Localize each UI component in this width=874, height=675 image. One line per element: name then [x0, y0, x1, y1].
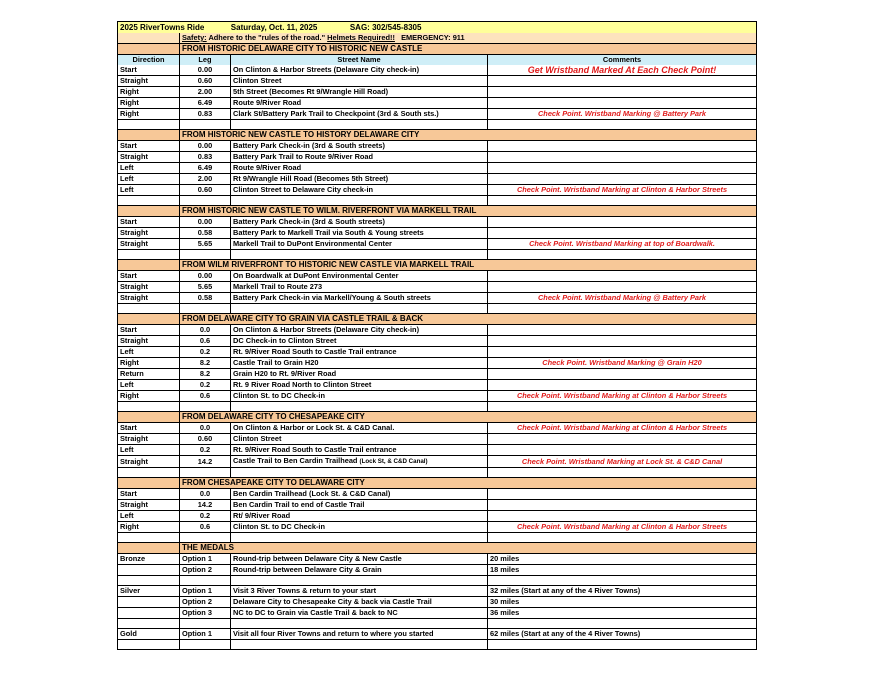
- cue-row: [118, 98, 757, 109]
- cue-street-text: Clinton St. to DC Check-in: [233, 391, 325, 400]
- cue-row: [118, 76, 757, 87]
- cue-leg: 0.0: [180, 423, 231, 434]
- cue-row: [118, 369, 757, 380]
- cue-street-text: Rt. 9 River Road North to Clinton Street: [233, 380, 372, 389]
- cue-row: [118, 217, 757, 228]
- cue-leg: 0.83: [180, 152, 231, 163]
- cue-direction: Start: [118, 325, 180, 336]
- cue-row: [118, 141, 757, 152]
- cue-street: [231, 282, 488, 293]
- cue-direction: Start: [118, 141, 180, 152]
- cue-row: [118, 109, 757, 120]
- cue-street: [231, 489, 488, 500]
- cue-street-text: Castle Trail to Ben Cardin Trailhead: [233, 456, 358, 465]
- cue-street-text: Markell Trail to DuPont Environmental Center: [233, 239, 392, 248]
- section-header: [118, 130, 757, 141]
- medal-row: [118, 565, 757, 576]
- cue-comment: [488, 347, 757, 358]
- cue-leg: 0.60: [180, 76, 231, 87]
- cue-street: [231, 423, 488, 434]
- cue-street: [231, 358, 488, 369]
- cue-street: [231, 293, 488, 304]
- cue-comment: [488, 511, 757, 522]
- medal-level: Bronze: [118, 554, 180, 565]
- medal-description: Round-trip between Delaware City & Grain: [231, 565, 488, 576]
- column-leg: Leg: [180, 55, 231, 66]
- medal-level: [118, 565, 180, 576]
- cue-street-note: (Lock St, & C&D Canal): [359, 458, 428, 465]
- cue-comment: [488, 174, 757, 185]
- cue-comment: [488, 228, 757, 239]
- cue-leg: 0.2: [180, 347, 231, 358]
- sag-phone: SAG: 302/545-8305: [349, 23, 422, 32]
- medal-miles: 36 miles: [488, 608, 757, 619]
- cue-comment: [488, 500, 757, 511]
- column-street: Street Name: [231, 55, 488, 66]
- cue-comment: [488, 380, 757, 391]
- medal-miles: 30 miles: [488, 597, 757, 608]
- cue-leg: 2.00: [180, 174, 231, 185]
- cue-row: [118, 325, 757, 336]
- cue-comment: Check Point. Wristband Marking @ Battery Park: [488, 109, 757, 120]
- medal-miles: 32 miles (Start at any of the 4 River Towns): [488, 586, 757, 597]
- spacer-row: [118, 576, 757, 586]
- medal-description: Delaware City to Chesapeake City & back via Castle Trail: [231, 597, 488, 608]
- cue-street-text: Clinton Street: [233, 76, 282, 85]
- section-title: FROM HISTORIC NEW CASTLE TO WILM. RIVERFRONT VIA MARKELL TRAIL: [180, 206, 757, 217]
- cue-leg: 0.00: [180, 271, 231, 282]
- cue-direction: Start: [118, 489, 180, 500]
- cue-street: [231, 174, 488, 185]
- cue-direction: Right: [118, 522, 180, 533]
- cue-street-text: Battery Park Check-in via Markell/Young & South streets: [233, 293, 431, 302]
- medal-row: [118, 554, 757, 565]
- safety-label: Safety:: [182, 33, 207, 42]
- medal-level: [118, 608, 180, 619]
- cue-direction: Straight: [118, 336, 180, 347]
- cue-street-text: On Clinton & Harbor Streets (Delaware City check-in): [233, 65, 420, 74]
- cue-direction: Straight: [118, 239, 180, 250]
- cue-direction: Left: [118, 163, 180, 174]
- cue-leg: 0.00: [180, 217, 231, 228]
- cue-street-text: Route 9/River Road: [233, 98, 302, 107]
- cue-leg: 0.60: [180, 185, 231, 196]
- cue-street-text: Clinton Street to Delaware City check-in: [233, 185, 374, 194]
- medal-level: Silver: [118, 586, 180, 597]
- cue-comment: [488, 325, 757, 336]
- section-title: FROM DELAWARE CITY TO GRAIN VIA CASTLE TRAIL & BACK: [180, 314, 757, 325]
- cue-street-text: Battery Park Check-in (3rd & South streets): [233, 141, 385, 150]
- cue-direction: Left: [118, 185, 180, 196]
- medal-row: [118, 586, 757, 597]
- cue-street: [231, 434, 488, 445]
- cue-comment: [488, 152, 757, 163]
- medals-title: THE MEDALS: [180, 543, 757, 554]
- section-title: FROM WILM RIVERFRONT TO HISTORIC NEW CASTLE VIA MARKELL TRAIL: [180, 260, 757, 271]
- cue-street-text: Battery Park Trail to Route 9/River Road: [233, 152, 374, 161]
- cue-row: [118, 423, 757, 434]
- cue-street: [231, 271, 488, 282]
- cue-street: [231, 228, 488, 239]
- cue-street: [231, 522, 488, 533]
- cue-leg: 0.60: [180, 434, 231, 445]
- cue-comment: Check Point. Wristband Marking @ Grain H20: [488, 358, 757, 369]
- medal-option: Option 1: [180, 586, 231, 597]
- cue-street-text: Rt/ 9/River Road: [233, 511, 291, 520]
- cue-table: [117, 21, 757, 650]
- cue-leg: 0.58: [180, 228, 231, 239]
- medal-description: Visit 3 River Towns & return to your start: [231, 586, 488, 597]
- cue-street: [231, 141, 488, 152]
- cue-comment: [488, 445, 757, 456]
- cue-leg: 0.0: [180, 325, 231, 336]
- ride-name: 2025 RiverTowns Ride: [120, 23, 205, 32]
- medal-option: Option 2: [180, 597, 231, 608]
- helmets-note: Helmets Required!!: [327, 33, 395, 42]
- cue-row: [118, 228, 757, 239]
- section-header: [118, 44, 757, 55]
- column-header-row: [118, 55, 757, 66]
- cue-direction: Start: [118, 271, 180, 282]
- cue-direction: Straight: [118, 282, 180, 293]
- cue-row: [118, 163, 757, 174]
- cue-direction: Right: [118, 358, 180, 369]
- cue-comment: [488, 282, 757, 293]
- cue-leg: 5.65: [180, 239, 231, 250]
- cue-street: [231, 65, 488, 76]
- cue-street: [231, 185, 488, 196]
- spacer-row: [118, 533, 757, 543]
- cue-row: [118, 511, 757, 522]
- cue-street-text: Battery Park to Markell Trail via South & Young streets: [233, 228, 424, 237]
- title-row: [118, 22, 757, 34]
- column-comments: Comments: [488, 55, 757, 66]
- medal-option: Option 1: [180, 554, 231, 565]
- cue-street: [231, 336, 488, 347]
- medal-miles: 62 miles (Start at any of the 4 River Towns): [488, 629, 757, 640]
- cue-leg: 0.6: [180, 336, 231, 347]
- medal-miles: 18 miles: [488, 565, 757, 576]
- cue-street: [231, 347, 488, 358]
- cue-comment: [488, 163, 757, 174]
- cue-direction: Right: [118, 87, 180, 98]
- safety-row: [118, 33, 757, 44]
- cue-street-text: Clark St/Battery Park Trail to Checkpoint (3rd & South sts.): [233, 109, 439, 118]
- section-header: [118, 260, 757, 271]
- cue-row: [118, 174, 757, 185]
- medal-row: [118, 629, 757, 640]
- cue-comment: [488, 98, 757, 109]
- cue-street-text: Ben Cardin Trail to end of Castle Trail: [233, 500, 365, 509]
- cue-leg: 14.2: [180, 456, 231, 468]
- cue-direction: Straight: [118, 434, 180, 445]
- cue-street-text: Clinton Street: [233, 434, 282, 443]
- cue-street-text: Ben Cardin Trailhead (Lock St. & C&D Canal): [233, 489, 391, 498]
- cue-direction: Left: [118, 445, 180, 456]
- cue-comment: Check Point. Wristband Marking at Clinton & Harbor Streets: [488, 391, 757, 402]
- cue-street: [231, 239, 488, 250]
- cue-direction: Start: [118, 65, 180, 76]
- cue-leg: 0.6: [180, 522, 231, 533]
- cue-row: [118, 282, 757, 293]
- medal-row: [118, 597, 757, 608]
- cue-street: [231, 369, 488, 380]
- cue-row: [118, 445, 757, 456]
- cue-direction: Left: [118, 511, 180, 522]
- medal-option: Option 1: [180, 629, 231, 640]
- column-direction: Direction: [118, 55, 180, 66]
- cue-street-text: Castle Trail to Grain H20: [233, 358, 319, 367]
- cue-street-text: Rt. 9/River Road South to Castle Trail entrance: [233, 347, 397, 356]
- safety-text: Adhere to the "rules of the road.": [208, 33, 326, 42]
- cue-street-text: Markell Trail to Route 273: [233, 282, 323, 291]
- cue-street-text: DC Check-in to Clinton Street: [233, 336, 337, 345]
- cue-row: [118, 271, 757, 282]
- cue-street-text: On Boardwalk at DuPont Environmental Center: [233, 271, 399, 280]
- cue-direction: Straight: [118, 228, 180, 239]
- cue-street: [231, 456, 488, 468]
- cue-direction: Straight: [118, 152, 180, 163]
- cue-direction: Start: [118, 423, 180, 434]
- cue-sheet: [117, 21, 756, 650]
- section-title: FROM HISTORIC DELAWARE CITY TO HISTORIC NEW CASTLE: [180, 44, 757, 55]
- section-title: FROM CHESAPEAKE CITY TO DELAWARE CITY: [180, 478, 757, 489]
- medal-description: NC to DC to Grain via Castle Trail & back to NC: [231, 608, 488, 619]
- cue-direction: Straight: [118, 500, 180, 511]
- cue-leg: 0.58: [180, 293, 231, 304]
- cue-street: [231, 152, 488, 163]
- cue-comment: [488, 87, 757, 98]
- medal-level: [118, 597, 180, 608]
- spacer-row: [118, 250, 757, 260]
- section-header: [118, 412, 757, 423]
- cue-comment: [488, 271, 757, 282]
- cue-comment: [488, 217, 757, 228]
- cue-row: [118, 391, 757, 402]
- cue-leg: 0.2: [180, 511, 231, 522]
- cue-comment: Get Wristband Marked At Each Check Point!: [488, 65, 757, 76]
- cue-leg: 0.83: [180, 109, 231, 120]
- cue-direction: Straight: [118, 456, 180, 468]
- cue-street-text: Route 9/River Road: [233, 163, 302, 172]
- cue-leg: 6.49: [180, 163, 231, 174]
- cue-comment: Check Point. Wristband Marking at Lock St. & C&D Canal: [488, 456, 757, 468]
- medals-header: [118, 543, 757, 554]
- cue-leg: 0.6: [180, 391, 231, 402]
- cue-street-text: Rt. 9/River Road South to Castle Trail entrance: [233, 445, 397, 454]
- cue-direction: Right: [118, 109, 180, 120]
- cue-row: [118, 456, 757, 468]
- cue-street-text: Clinton St. to DC Check-in: [233, 522, 325, 531]
- cue-comment: Check Point. Wristband Marking @ Battery Park: [488, 293, 757, 304]
- cue-comment: Check Point. Wristband Marking at top of Boardwalk.: [488, 239, 757, 250]
- section-header: [118, 478, 757, 489]
- section-header: [118, 314, 757, 325]
- cue-comment: [488, 489, 757, 500]
- cue-street-text: Grain H20 to Rt. 9/River Road: [233, 369, 337, 378]
- cue-row: [118, 239, 757, 250]
- cue-row: [118, 500, 757, 511]
- cue-street: [231, 391, 488, 402]
- cue-row: [118, 434, 757, 445]
- cue-street: [231, 325, 488, 336]
- cue-comment: [488, 336, 757, 347]
- cue-street: [231, 163, 488, 174]
- cue-leg: 0.2: [180, 380, 231, 391]
- section-header: [118, 206, 757, 217]
- cue-comment: [488, 369, 757, 380]
- cue-street: [231, 217, 488, 228]
- medal-miles: 20 miles: [488, 554, 757, 565]
- cue-street: [231, 109, 488, 120]
- medal-description: Visit all four River Towns and return to where you started: [231, 629, 488, 640]
- cue-leg: 0.2: [180, 445, 231, 456]
- spacer-row: [118, 304, 757, 314]
- cue-comment: [488, 434, 757, 445]
- cue-leg: 14.2: [180, 500, 231, 511]
- medal-option: Option 3: [180, 608, 231, 619]
- ride-date: Saturday, Oct. 11, 2025: [230, 23, 318, 32]
- cue-street: [231, 380, 488, 391]
- cue-row: [118, 489, 757, 500]
- cue-leg: 6.49: [180, 98, 231, 109]
- cue-comment: [488, 141, 757, 152]
- cue-street-text: Rt 9/Wrangle Hill Road (Becomes 5th Street): [233, 174, 389, 183]
- spacer-row: [118, 640, 757, 650]
- cue-row: [118, 152, 757, 163]
- spacer-row: [118, 120, 757, 130]
- medal-description: Round-trip between Delaware City & New Castle: [231, 554, 488, 565]
- cue-direction: Left: [118, 380, 180, 391]
- emergency-note: EMERGENCY: 911: [401, 33, 465, 42]
- cue-street: [231, 500, 488, 511]
- cue-street-text: On Clinton & Harbor Streets (Delaware City check-in): [233, 325, 420, 334]
- cue-direction: Right: [118, 391, 180, 402]
- cue-street: [231, 76, 488, 87]
- cue-street: [231, 511, 488, 522]
- section-title: FROM DELAWARE CITY TO CHESAPEAKE CITY: [180, 412, 757, 423]
- cue-leg: 2.00: [180, 87, 231, 98]
- section-title: FROM HISTORIC NEW CASTLE TO HISTORY DELAWARE CITY: [180, 130, 757, 141]
- cue-row: [118, 380, 757, 391]
- cue-comment: Check Point. Wristband Marking at Clinton & Harbor Streets: [488, 423, 757, 434]
- cue-row: [118, 347, 757, 358]
- cue-street-text: Battery Park Check-in (3rd & South streets): [233, 217, 385, 226]
- spacer-row: [118, 402, 757, 412]
- cue-row: [118, 87, 757, 98]
- cue-leg: 5.65: [180, 282, 231, 293]
- cue-comment: Check Point. Wristband Marking at Clinton & Harbor Streets: [488, 522, 757, 533]
- cue-leg: 0.00: [180, 141, 231, 152]
- cue-leg: 8.2: [180, 369, 231, 380]
- cue-street: [231, 445, 488, 456]
- cue-direction: Start: [118, 217, 180, 228]
- cue-leg: 8.2: [180, 358, 231, 369]
- spacer-row: [118, 468, 757, 478]
- cue-direction: Left: [118, 347, 180, 358]
- cue-row: [118, 185, 757, 196]
- cue-comment: Check Point. Wristband Marking at Clinton & Harbor Streets: [488, 185, 757, 196]
- cue-direction: Right: [118, 98, 180, 109]
- medal-option: Option 2: [180, 565, 231, 576]
- cue-street: [231, 98, 488, 109]
- cue-street-text: On Clinton & Harbor or Lock St. & C&D Canal.: [233, 423, 395, 432]
- cue-direction: Return: [118, 369, 180, 380]
- cue-leg: 0.00: [180, 65, 231, 76]
- cue-comment: [488, 76, 757, 87]
- cue-row: [118, 522, 757, 533]
- cue-row: [118, 65, 757, 76]
- cue-direction: Left: [118, 174, 180, 185]
- cue-street-text: 5th Street (Becomes Rt 9/Wrangle Hill Road): [233, 87, 389, 96]
- spacer-row: [118, 196, 757, 206]
- cue-row: [118, 336, 757, 347]
- cue-street: [231, 87, 488, 98]
- medal-row: [118, 608, 757, 619]
- medal-level: Gold: [118, 629, 180, 640]
- cue-leg: 0.0: [180, 489, 231, 500]
- cue-direction: Straight: [118, 293, 180, 304]
- cue-direction: Straight: [118, 76, 180, 87]
- spacer-row: [118, 619, 757, 629]
- cue-row: [118, 358, 757, 369]
- cue-row: [118, 293, 757, 304]
